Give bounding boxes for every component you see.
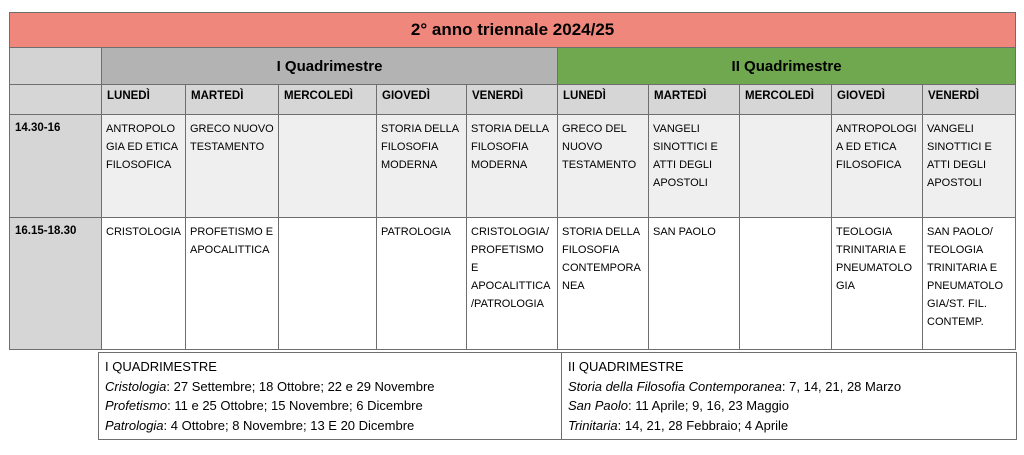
course-cell: TEOLOGIA TRINITARIA E PNEUMATOLO GIA bbox=[832, 218, 923, 350]
legend-line: Profetismo: 11 e 25 Ottobre; 15 Novembre; 6 Dicembre bbox=[105, 398, 423, 413]
time-slot-label: 14.30-16 bbox=[10, 115, 102, 218]
day-header: GIOVEDÌ bbox=[832, 85, 923, 115]
course-cell: VANGELI SINOTTICI E ATTI DEGLI APOSTOLI bbox=[649, 115, 740, 218]
legend-heading: I QUADRIMESTRE bbox=[105, 359, 217, 374]
course-cell: STORIA DELLA FILOSOFIA MODERNA bbox=[377, 115, 467, 218]
time-slot-row bbox=[10, 218, 1016, 350]
course-cell: SAN PAOLO/ TEOLOGIA TRINITARIA E PNEUMATOLO GIA/ST. FIL. CONTEMP. bbox=[923, 218, 1016, 350]
course-cell bbox=[740, 218, 832, 350]
legend-line: San Paolo: 11 Aprile; 9, 16, 23 Maggio bbox=[568, 398, 789, 413]
day-header: VENERDÌ bbox=[467, 85, 558, 115]
legend-line: Patrologia: 4 Ottobre; 8 Novembre; 13 E 20 Dicembre bbox=[105, 417, 415, 433]
day-header: GIOVEDÌ bbox=[377, 85, 467, 115]
course-cell: STORIA DELLA FILOSOFIA MODERNA bbox=[467, 115, 558, 218]
course-cell: GRECO NUOVO TESTAMENTO bbox=[186, 115, 279, 218]
course-cell: CRISTOLOGIA bbox=[102, 218, 186, 350]
day-header: MARTEDÌ bbox=[649, 85, 740, 115]
course-cell: PATROLOGIA bbox=[377, 218, 467, 350]
dates-legend-table bbox=[98, 352, 1017, 440]
first-quadrimestre-dates bbox=[99, 353, 562, 440]
legend-line: Storia della Filosofia Contemporanea: 7, 14, 21, 28 Marzo bbox=[568, 378, 902, 394]
legend-line: Trinitaria: 14, 21, 28 Febbraio; 4 Aprile bbox=[568, 417, 789, 433]
day-header: MARTEDÌ bbox=[186, 85, 279, 115]
legend-line: Cristologia: 27 Settembre; 18 Ottobre; 22 e 29 Novembre bbox=[105, 378, 435, 394]
second-quadrimestre-dates bbox=[562, 353, 1017, 440]
day-header: MERCOLEDÌ bbox=[740, 85, 832, 115]
time-slot-row bbox=[10, 115, 1016, 218]
first-quadrimestre-header: I Quadrimestre bbox=[102, 48, 558, 85]
course-cell: VANGELI SINOTTICI E ATTI DEGLI APOSTOLI bbox=[923, 115, 1016, 218]
day-header: LUNEDÌ bbox=[102, 85, 186, 115]
course-cell: PROFETISMO E APOCALITTICA bbox=[186, 218, 279, 350]
time-slot-label: 16.15-18.30 bbox=[10, 218, 102, 350]
schedule-table bbox=[9, 12, 1016, 350]
day-header: VENERDÌ bbox=[923, 85, 1016, 115]
day-corner-cell bbox=[10, 85, 102, 115]
course-cell bbox=[740, 115, 832, 218]
legend-heading: II QUADRIMESTRE bbox=[568, 359, 684, 374]
course-cell: STORIA DELLA FILOSOFIA CONTEMPORA NEA bbox=[558, 218, 649, 350]
corner-cell bbox=[10, 48, 102, 85]
course-cell bbox=[279, 218, 377, 350]
course-cell: GRECO DEL NUOVO TESTAMENTO bbox=[558, 115, 649, 218]
course-cell: CRISTOLOGIA/ PROFETISMO E APOCALITTICA /PATROLOGIA bbox=[467, 218, 558, 350]
second-quadrimestre-header: II Quadrimestre bbox=[558, 48, 1016, 85]
course-cell bbox=[279, 115, 377, 218]
course-cell: ANTROPOLO GIA ED ETICA FILOSOFICA bbox=[102, 115, 186, 218]
schedule-title: 2° anno triennale 2024/25 bbox=[10, 13, 1016, 48]
course-cell: ANTROPOLOGI A ED ETICA FILOSOFICA bbox=[832, 115, 923, 218]
day-header: LUNEDÌ bbox=[558, 85, 649, 115]
course-cell: SAN PAOLO bbox=[649, 218, 740, 350]
day-header: MERCOLEDÌ bbox=[279, 85, 377, 115]
